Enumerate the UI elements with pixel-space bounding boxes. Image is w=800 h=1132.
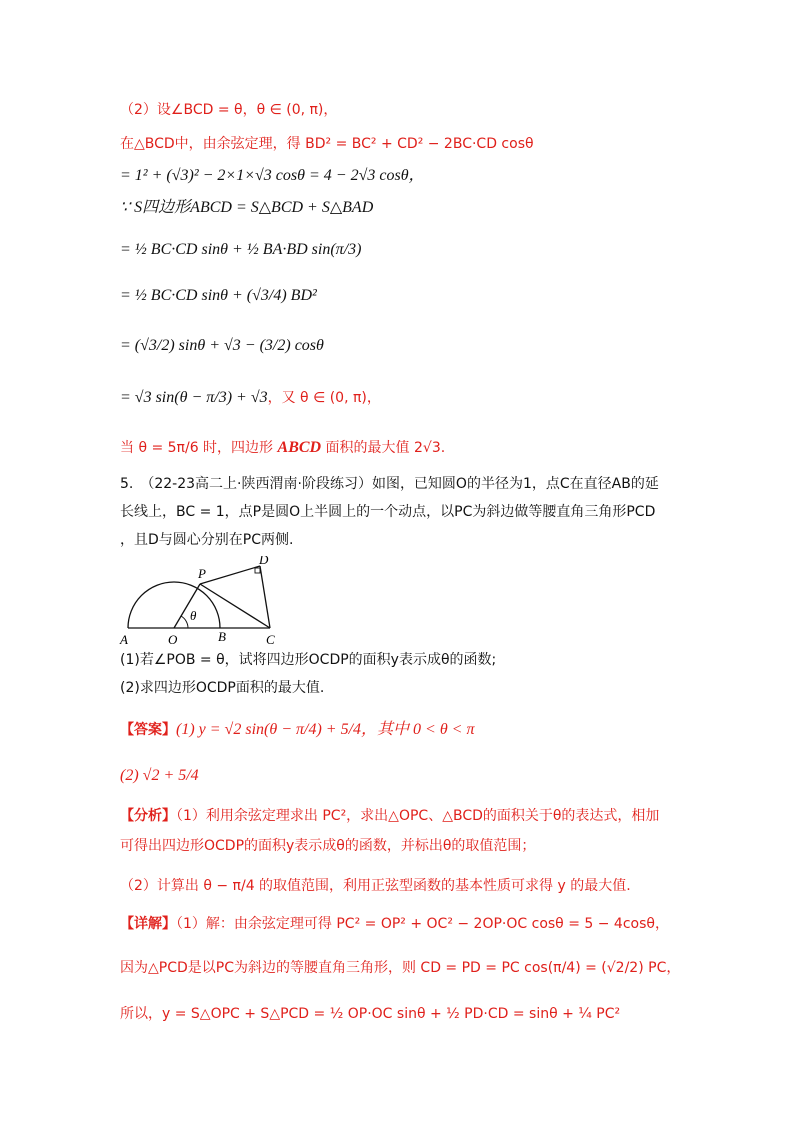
analysis-line-3: （2）计算出 θ − π/4 的取值范围，利用正弦型函数的基本性质可求得 y 的最大值. [120, 878, 631, 894]
segment-dc [260, 566, 270, 628]
problem5-question-1: (1)若∠POB = θ，试将四边形OCDP的面积y表示成θ的函数; [120, 652, 497, 668]
part2-line-5: = ½ BC·CD sinθ + ½ BA·BD sin(π/3) [120, 241, 362, 258]
part2-line-6: = ½ BC·CD sinθ + (√3/4) BD² [120, 287, 317, 304]
semicircle-arc [128, 582, 220, 628]
analysis-line-1 [120, 806, 659, 826]
part2-line-7: = (√3/2) sinθ + √3 − (3/2) cosθ [120, 337, 324, 354]
segment-pc [200, 584, 270, 628]
problem5-line-3: ，且D与圆心分别在PC两侧. [120, 532, 294, 548]
part2-line-3: = 1² + (√3)² − 2×1×√3 cosθ = 4 − 2√3 cosθ， [120, 167, 425, 184]
analysis-text-1: （1）利用余弦定理求出 PC²，求出△OPC、△BCD的面积关于θ的表达式，相加 [176, 808, 660, 824]
problem5-line-2: 长线上，BC = 1，点P是圆O上半圆上的一个动点，以PC为斜边做等腰直角三角形PCD [120, 504, 656, 520]
problem5-line-1: 5. （22-23高二上·陕西渭南·阶段练习）如图，已知圆O的半径为1，点C在直径AB的延 [120, 476, 659, 492]
answer-part-2: (2) √2 + 5/4 [120, 767, 199, 784]
part2-line-8-note: ，又 θ ∈ (0, π)， [267, 390, 381, 406]
analysis-tag: 【分析】 [120, 808, 176, 824]
part2-line-2-text: 在△BCD中，由余弦定理，得 BD² = BC² + CD² − 2BC·CD cosθ [120, 136, 534, 152]
label-o: O [168, 632, 178, 647]
part2-line-8-formula: = √3 sin(θ − π/3) + √3 [120, 389, 268, 406]
part2-line-1: （2）设∠BCD = θ，θ ∈ (0, π)， [120, 102, 338, 118]
label-d: D [259, 556, 269, 567]
part2-conclusion-c: 面积的最大值 2√3. [321, 440, 446, 456]
label-c: C [266, 632, 275, 647]
detail-line-2: 因为△PCD是以PC为斜边的等腰直角三角形，则 CD = PD = PC cos(π/4) = (√2/2) PC， [120, 960, 681, 976]
label-p: P [198, 566, 206, 581]
part2-line-4: ∵ S四边形ABCD = S△BCD + S△BAD [120, 199, 374, 216]
label-theta: θ [190, 608, 197, 623]
answer-line-1 [120, 720, 475, 740]
right-angle-mark [255, 568, 260, 573]
segment-pd [200, 566, 260, 584]
geometry-figure [118, 556, 298, 648]
angle-arc [181, 616, 188, 628]
label-b: B [218, 629, 226, 644]
answer-part-1: (1) y = √2 sin(θ − π/4) + 5/4，其中 0 < θ < π [176, 721, 475, 738]
analysis-line-2: 可得出四边形OCDP的面积y表示成θ的函数，并标出θ的取值范围； [120, 838, 536, 854]
problem5-question-2: (2)求四边形OCDP面积的最大值. [120, 680, 325, 696]
detail-line-1 [120, 914, 669, 934]
part2-conclusion-b: ABCD [277, 439, 322, 456]
label-a: A [120, 632, 128, 647]
part2-line-2 [120, 134, 534, 154]
detail-text-1: （1）解：由余弦定理可得 PC² = OP² + OC² − 2OP·OC cosθ = 5 − 4cosθ， [176, 916, 669, 932]
part2-conclusion-a: 当 θ = 5π/6 时，四边形 [120, 440, 278, 456]
answer-tag: 【答案】 [120, 722, 176, 738]
detail-line-3: 所以，y = S△OPC + S△PCD = ½ OP·OC sinθ + ½ PD·CD = sinθ + ¼ PC² [120, 1006, 621, 1022]
detail-tag: 【详解】 [120, 916, 176, 932]
part2-line-8 [120, 388, 381, 408]
part2-line-9 [120, 438, 445, 458]
